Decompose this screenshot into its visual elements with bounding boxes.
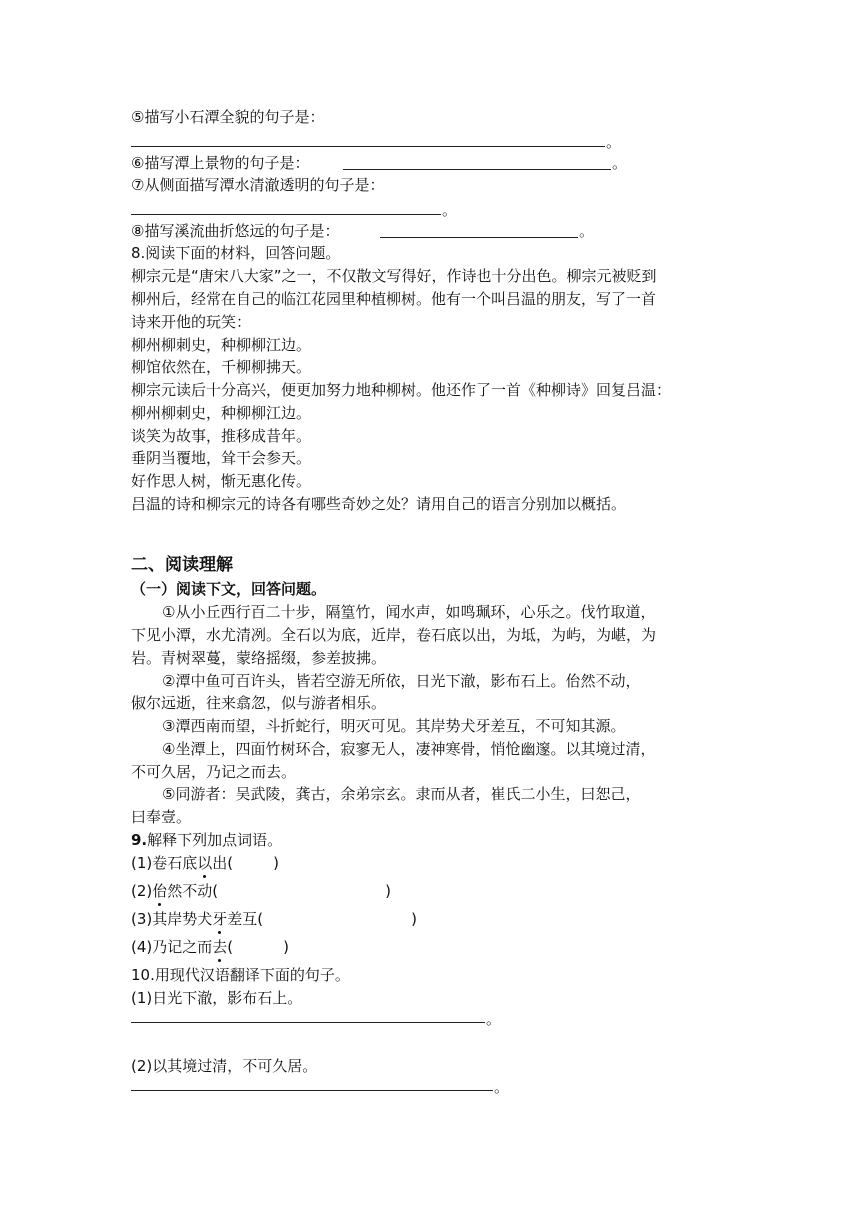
section-title: 二、阅读理解 [131,555,233,575]
q9-item-text: ( [227,938,234,956]
answer-blank [380,237,578,238]
poem-line: 垂阴当覆地，耸干会参天。 [131,449,312,467]
answer-blank [343,169,611,170]
q7-item6-end: 。 [612,154,628,172]
passage-line: 岩。青树翠蔓，蒙络摇缀，参差披拂。 [131,649,387,667]
q8-paragraph-line: 柳宗元读后十分高兴，便更加努力地种柳树。他还作了一首《种柳诗》回复吕温： [131,381,672,399]
answer-blank [131,146,605,147]
passage-line: ⑤同游者：吴武陵，龚古，余弟宗玄。隶而从者，崔氏二小生，曰恕己， [162,785,641,803]
q8-paragraph-line: 诗来开他的玩笑： [131,313,252,331]
q9-item-text: (1)卷石底 [131,854,198,872]
q9-item-text: 然不动( [167,882,219,900]
q9-item-text: (4)乃记之而 [131,938,213,956]
passage-line: 下见小潭，水尤清冽。全石以为底，近岸，卷石底以出，为坻，为屿，为嵁，为 [131,626,657,644]
q8-paragraph-line: 柳宗元是“唐宋八大家”之一，不仅散文写得好，作诗也十分出色。柳宗元被贬到 [131,267,657,285]
dotted-word: 去 [212,938,228,956]
q9-number: 9. [131,831,148,849]
q9-item [131,880,391,902]
passage-line: 不可久居，乃记之而去。 [131,763,297,781]
closing-paren: ) [411,910,417,928]
passage-line: ④坐潭上，四面竹树环合，寂寥无人，凄神寒骨，悄怆幽邃。以其境过清， [162,740,656,758]
q9-item-text: (3)其岸势犬 [131,910,213,928]
q10-end: 。 [486,1010,502,1028]
q10-title: 10.用现代汉语翻译下面的句子。 [131,966,350,984]
q7-item8-end: 。 [579,222,595,240]
q10-sentence: (2)以其境过清，不可久居。 [131,1057,318,1075]
q9-title [131,829,282,851]
q10-sentence: (1)日光下澈，影布石上。 [131,989,303,1007]
q8-title: 8.阅读下面的材料，回答问题。 [131,244,341,262]
q9-item [131,936,289,958]
passage-line: 曰奉壹。 [131,808,192,826]
passage-line: 俶尔远逝，往来翕忽，似与游者相乐。 [131,694,387,712]
dotted-word: 牙 [212,910,228,928]
dotted-word: 佁 [152,882,168,900]
poem-line: 谈笑为故事，推移成昔年。 [131,427,312,445]
answer-blank [131,1022,485,1023]
section-subtitle: （一）阅读下文，回答问题。 [131,580,327,598]
poem-line: 柳州柳刺史，种柳柳江边。 [131,336,312,354]
closing-paren: ) [283,938,289,956]
answer-blank [131,1090,493,1091]
q7-item7: ⑦从侧面描写潭水清澈透明的句子是： [131,176,385,194]
q9-title-text: 解释下列加点词语。 [147,831,283,849]
q7-item6: ⑥描写潭上景物的句子是： [131,154,310,172]
q10-end: 。 [494,1078,510,1096]
q9-item [131,852,279,874]
poem-line: 好作思人树，惭无惠化传。 [131,472,312,490]
q8-paragraph-line: 柳州后，经常在自己的临江花园里种植柳树。他有一个叫吕温的朋友，写了一首 [131,290,657,308]
closing-paren: ) [273,854,279,872]
q7-item8: ⑧描写溪流曲折悠远的句子是： [131,222,340,240]
passage-line: ②潭中鱼可百许头，皆若空游无所依，日光下澈，影布石上。佁然不动， [162,672,641,690]
q7-item5-end: 。 [606,133,622,151]
q7-item5: ⑤描写小石潭全貌的句子是： [131,108,325,126]
q9-item-text: 差互( [227,910,264,928]
dotted-word: 以 [197,854,213,872]
q9-item-text: (2) [131,882,153,900]
answer-blank [131,214,441,215]
closing-paren: ) [385,882,391,900]
poem-line: 柳州柳刺史，种柳柳江边。 [131,404,312,422]
passage-line: ①从小丘西行百二十步，隔篁竹，闻水声，如鸣珮环，心乐之。伐竹取道， [162,603,656,621]
passage-line: ③潭西南而望，斗折蛇行，明灭可见。其岸势犬牙差互，不可知其源。 [162,717,626,735]
q7-item7-end: 。 [442,201,458,219]
poem-line: 柳馆依然在，千柳柳拂天。 [131,358,312,376]
q8-question: 吕温的诗和柳宗元的诗各有哪些奇妙之处？请用自己的语言分别加以概括。 [131,495,627,513]
q9-item [131,908,417,930]
q9-item-text: 出( [212,854,234,872]
